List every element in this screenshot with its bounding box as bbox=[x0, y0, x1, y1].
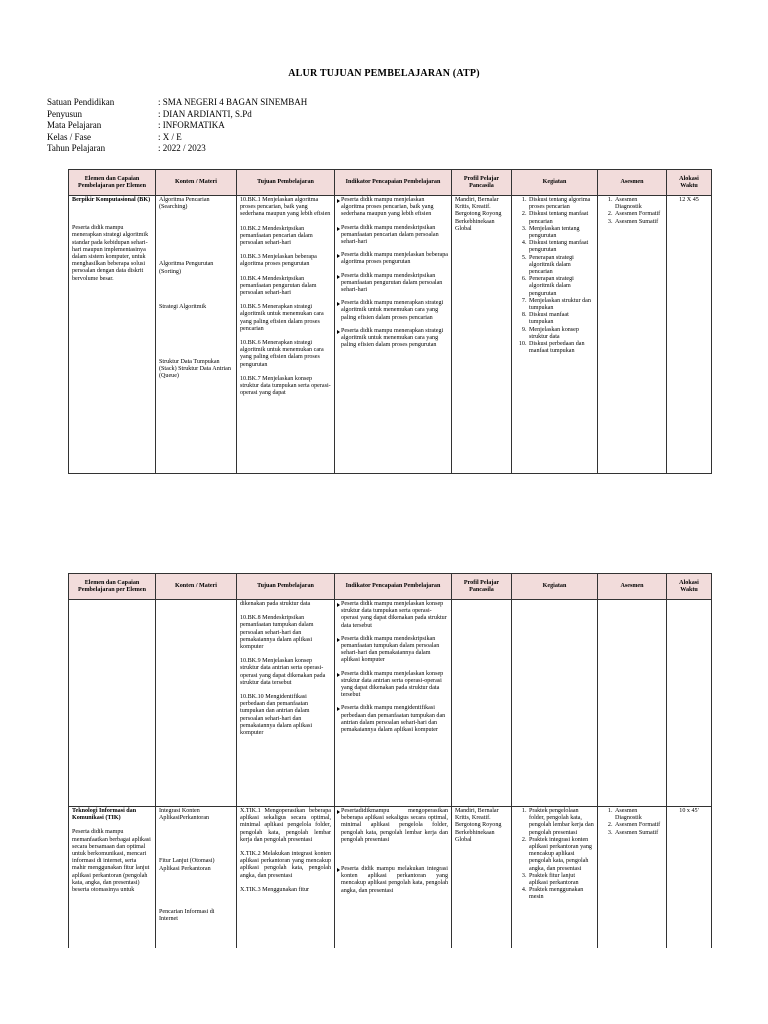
list-item: 3. Asesmen Sumatif bbox=[614, 830, 663, 837]
cell-elemen bbox=[69, 807, 156, 948]
cell-asesmen bbox=[598, 807, 667, 948]
identity-label: Penyusun bbox=[47, 108, 83, 119]
list-item: 10. Diskusi perbedaan dan manfaat tumpukan bbox=[528, 341, 594, 355]
list-item: 5. Penerapan strategi algoritmik dalam pencarian bbox=[528, 255, 594, 277]
header-elemen: Elemen dan Capaian Pembelajaran per Elemen bbox=[69, 170, 156, 196]
list-item: 1. Praktek pengelolaan folder, pengolah kata, pengolah lembar kerja dan pengolah presentasi bbox=[528, 808, 594, 837]
tujuan-item: 10.BK.5 Menerapkan strategi algoritmik untuk menemukan cara yang paling efisien dalam proses pencarian bbox=[240, 304, 324, 332]
cell-alokasi bbox=[667, 600, 712, 807]
identity-label: Mata Pelajaran bbox=[47, 120, 102, 130]
cell-asesmen bbox=[598, 600, 667, 807]
list-item: 2. Asesmen Formatif bbox=[614, 211, 663, 218]
cell-materi bbox=[156, 196, 237, 474]
tujuan-item: X.TIK.2 Melakukan integrasi konten aplikasi perkantoran yang mencakup aplikasi pengolah kata, pengolah angka, dan presentasi bbox=[240, 851, 331, 879]
header-asesmen: Asesmen bbox=[598, 574, 667, 600]
tujuan-item: 10.BK.10 Mengidentifikasi perbedaan dan pemanfaatan tumpukan dan antrian dalam persoalan sehari-hari dan pemakaiannya dalam aplikasi komputer bbox=[240, 694, 313, 737]
indikator-item: Peserta didik mampu melakukan integrasi konten aplikasi perkantoran yang mencakup aplikasi pengolah kata, pengolah angka, dan presentasi bbox=[338, 866, 448, 895]
indikator-item: Peserta didik mampu mendeskripsikan pemanfaatan tumpukan dalam persoalan sehari-hari dan pemakaiannya dalam aplikasi komputer bbox=[338, 636, 448, 665]
identity-block bbox=[47, 97, 307, 155]
header-tujuan: Tujuan Pembelajaran bbox=[237, 574, 335, 600]
identity-label: Kelas / Fase bbox=[47, 131, 91, 142]
kegiatan-list bbox=[515, 808, 594, 902]
identity-value: : SMA NEGERI 4 BAGAN SINEMBAH bbox=[158, 97, 308, 107]
table-row bbox=[69, 196, 712, 474]
tujuan-item: 10.BK.3 Menjelaskan beberapa algoritma proses pengurutan bbox=[240, 254, 317, 268]
table-row bbox=[69, 600, 712, 807]
tujuan-item: 10.BK.7 Menjelaskan konsep struktur data tumpukan serta operasi-operasi yang dapat bbox=[240, 375, 331, 397]
indikator-item: Pesertadidikmampu mengoperasikan beberapa aplikasi sekaligus secara optimal, minimal aplikasi pengelola folder, pengolah kata, pengolah lembar kerja dan pengolah presentasi bbox=[338, 808, 448, 844]
alokasi-text: 12 X 45 bbox=[679, 197, 699, 203]
cell-indikator bbox=[335, 600, 452, 807]
cell-profil bbox=[452, 196, 512, 474]
element-description: Peserta didik mampu memanfaatkan berbagai aplikasi secara bersamaan dan optimal untuk berkomunikasi, mencari informasi di internet, serta mahir menggunakan fitur lanjut aplikasi perkantoran (pengolah kata, angka, dan presentasi) beserta otomasinya untuk bbox=[72, 829, 151, 894]
cell-alokasi bbox=[667, 807, 712, 948]
header-row bbox=[69, 574, 712, 600]
materi-item: Algoritma Pengurutan (Sorting) bbox=[159, 261, 214, 275]
profil-text: Mandiri, Bernalar Kritis, Kreatif. Bergotong Royong Berkebhinekaan Global bbox=[455, 808, 502, 843]
indikator-item: Peserta didik mampu menjelaskan konsep struktur data antrian serta operasi-operasi yang dapat dikenakan pada struktur data tersebut bbox=[338, 671, 448, 700]
identity-label: Satuan Pendidikan bbox=[47, 97, 115, 107]
cell-alokasi bbox=[667, 196, 712, 474]
header-alokasi: Alokasi Waktu bbox=[667, 574, 712, 600]
list-item: 1. Asesmen Diagnostik bbox=[614, 808, 663, 822]
tujuan-item: 10.BK.2 Mendeskripsikan pemanfaatan pencarian dalam persoalan sehari-hari bbox=[240, 225, 313, 247]
indikator-item: Peserta didik mampu menerapkan strategi algoritmik untuk menemukan cara yang paling efisien dalam proses pencarian bbox=[338, 300, 448, 322]
materi-item: Struktur Data Tumpukan (Stack) Struktur Data Antrian (Queue) bbox=[159, 359, 231, 380]
cell-elemen bbox=[69, 196, 156, 474]
tujuan-item: 10.BK.1 Menjelaskan algoritma proses pencarian, baik yang sederhana maupun yang lebih efisien bbox=[240, 197, 331, 218]
cell-indikator bbox=[335, 196, 452, 474]
identity-row bbox=[47, 109, 307, 121]
header-indikator: Indikator Pencapaian Pembelajaran bbox=[335, 574, 452, 600]
list-item: 6. Penerapan strategi algoritmik dalam pengurutan bbox=[528, 276, 594, 298]
document-title: ALUR TUJUAN PEMBELAJARAN (ATP) bbox=[288, 68, 480, 79]
identity-row bbox=[47, 132, 307, 144]
atp-table-page-2 bbox=[68, 573, 712, 948]
materi-item: Strategi Algoritmik bbox=[159, 303, 207, 310]
header-alokasi: Alokasi Waktu bbox=[667, 170, 712, 196]
list-item: 2. Asesmen Formatif bbox=[614, 822, 663, 829]
header-profil: Profil Pelajar Pancasila bbox=[452, 574, 512, 600]
header-row bbox=[69, 170, 712, 196]
materi-item: Algoritma Pencarian (Searching) bbox=[159, 197, 210, 211]
cell-kegiatan bbox=[512, 807, 598, 948]
list-item: 1. Asesmen Diagnostik bbox=[614, 197, 663, 211]
cell-materi bbox=[156, 807, 237, 948]
element-title: Berpikir Komputasional (BK) bbox=[72, 197, 151, 203]
identity-label: Tahun Pelajaran bbox=[47, 143, 106, 153]
header-indikator: Indikator Pencapaian Pembelajaran bbox=[335, 170, 452, 196]
tujuan-item: X.TIK.3 Menggunakan fitur bbox=[240, 886, 310, 893]
cell-profil bbox=[452, 807, 512, 948]
list-item: 4. Diskusi tentang manfaat pengurutan bbox=[528, 240, 594, 254]
list-item: 1. Diskusi tentang algorima proses pencarian bbox=[528, 197, 594, 211]
cell-kegiatan bbox=[512, 196, 598, 474]
header-kegiatan: Kegiatan bbox=[512, 574, 598, 600]
cell-indikator bbox=[335, 807, 452, 948]
cell-tujuan bbox=[237, 807, 335, 948]
tujuan-item: 10.BK.8 Mendeskripsikan pemanfaatan tumpukan dalam persoalan sehari-hari dan pemakaiannya dalam aplikasi komputer bbox=[240, 615, 314, 651]
tujuan-item: 10.BK.6 Menerapkan strategi algoritmik untuk menemukan cara yang paling efisien dalam proses pengurutan bbox=[240, 340, 324, 368]
header-tujuan: Tujuan Pembelajaran bbox=[237, 170, 335, 196]
materi-item: Fitur Lanjut (Otomasi) Aplikasi Perkantoran bbox=[159, 858, 215, 872]
table-row bbox=[69, 807, 712, 948]
indikator-item: Peserta didik mampu mendeskripsikan pemanfaatan pencarian dalam persoalan sehari-hari bbox=[338, 225, 448, 247]
indikator-item: Peserta didik mampu menerapkan strategi algoritmik untuk menemukan cara yang paling efisien dalam proses pengurutan bbox=[338, 328, 448, 350]
materi-item: Integrasi Konten AplikasiPerkantoran bbox=[159, 808, 210, 822]
tujuan-item: 10.BK.4 Mendeskripsikan pemanfaatan pengurutan dalam persoalan sehari-hari bbox=[240, 275, 317, 297]
indikator-item: Peserta didik mampu menjelaskan konsep struktur data tumpukan serta operasi-operasi yang dapat dikenakan pada struktur data tersebut bbox=[338, 601, 448, 630]
cell-profil bbox=[452, 600, 512, 807]
list-item: 8. Diskusi manfaat tumpukan bbox=[528, 312, 594, 326]
element-description: Peserta didik mampu menerapkan strategi algoritmik standar pada kebidupan sehari-hari maupun implementasinya dalam sistem komputer, untuk menghasilkan beberapa solusi persoalan dengan data diskrit bervolume besar. bbox=[72, 225, 149, 282]
list-item: 3. Asesmen Sumatif bbox=[614, 219, 663, 226]
indikator-item: Peserta didik mampu menjelaskan algoritma proses pencarian, baik yang sederhana maupun yang lebih efisien bbox=[338, 197, 448, 219]
cell-tujuan bbox=[237, 196, 335, 474]
alokasi-text: 10 x 45' bbox=[679, 808, 699, 814]
identity-value: : 2022 / 2023 bbox=[158, 143, 206, 153]
list-item: 3. Praktek fitur lanjut aplikasi perkantoran bbox=[528, 873, 594, 887]
tujuan-item: 10.BK.9 Menjelaskan konsep struktur data antrian serta operasi-operasi yang dapat dikenakan pada struktur data tersebut bbox=[240, 658, 326, 686]
indikator-item: Peserta didik mampu mendeskripsikan pemanfaatan pengurutan dalam persoalan sehari-hari bbox=[338, 273, 448, 295]
indikator-item: Peserta didik mampu menjelaskan beberapa algoritma proses pengurutan bbox=[338, 252, 448, 266]
identity-value: : X / E bbox=[158, 131, 182, 142]
materi-item: Pencarian Informasi di Internet bbox=[159, 908, 215, 923]
profil-text: Mandiri, Bernalar Kritis, Kreatif. Bergotong Royong Berkebhinekaan Global bbox=[455, 197, 502, 232]
identity-value: : INFORMATIKA bbox=[158, 120, 225, 130]
cell-kegiatan bbox=[512, 600, 598, 807]
tujuan-continuation: dikenakan pada struktur data bbox=[240, 601, 311, 607]
tujuan-item: X.TIK.1 Mengoperasikan beberapa aplikasi sekaligus secara optimal, minimal aplikasi pengelola folder, pengolah kata, pengolah lembar kerja dan pengolah presentasi bbox=[240, 808, 331, 843]
header-profil: Profil Pelajar Pancasila bbox=[452, 170, 512, 196]
kegiatan-list bbox=[515, 197, 594, 355]
list-item: 2. Praktek integrasi konten aplikasi perkantoran yang mencakup aplikasi pengolah kata, pengolah angka, dan presentasi bbox=[528, 837, 594, 873]
list-item: 7. Menjelaskan struktur dan tumpukan bbox=[528, 298, 594, 312]
cell-asesmen bbox=[598, 196, 667, 474]
list-item: 3. Menjelaskan tentang pengurutan bbox=[528, 226, 594, 240]
header-elemen: Elemen dan Capaian Pembelajaran per Elemen bbox=[69, 574, 156, 600]
list-item: 2. Diskusi tentang manfaat pencarian bbox=[528, 211, 594, 225]
identity-row bbox=[47, 143, 307, 155]
asesmen-list bbox=[601, 808, 663, 837]
list-item: 4. Praktek menggunakan mesin bbox=[528, 887, 594, 901]
identity-row bbox=[47, 120, 307, 132]
cell-elemen bbox=[69, 600, 156, 807]
identity-value: : DIAN ARDIANTI, S.Pd bbox=[158, 108, 252, 119]
cell-materi bbox=[156, 600, 237, 807]
header-konten: Konten / Materi bbox=[156, 170, 237, 196]
element-title: Teknologi Informasi dan Komunikasi (TIK) bbox=[72, 808, 137, 822]
header-asesmen: Asesmen bbox=[598, 170, 667, 196]
identity-row bbox=[47, 97, 307, 109]
list-item: 9. Menjelaskan konsep struktur data bbox=[528, 327, 594, 341]
atp-table-page-1 bbox=[68, 169, 712, 474]
cell-tujuan bbox=[237, 600, 335, 807]
asesmen-list bbox=[601, 197, 663, 226]
header-kegiatan: Kegiatan bbox=[512, 170, 598, 196]
indikator-item: Peserta didik mampu mengidentifikasi perbedaan dan pemanfaatan tumpukan dan antrian dalam persoalan sehari-hari dan pemakaiannya dalam aplikasi komputer bbox=[338, 705, 448, 734]
header-konten: Konten / Materi bbox=[156, 574, 237, 600]
